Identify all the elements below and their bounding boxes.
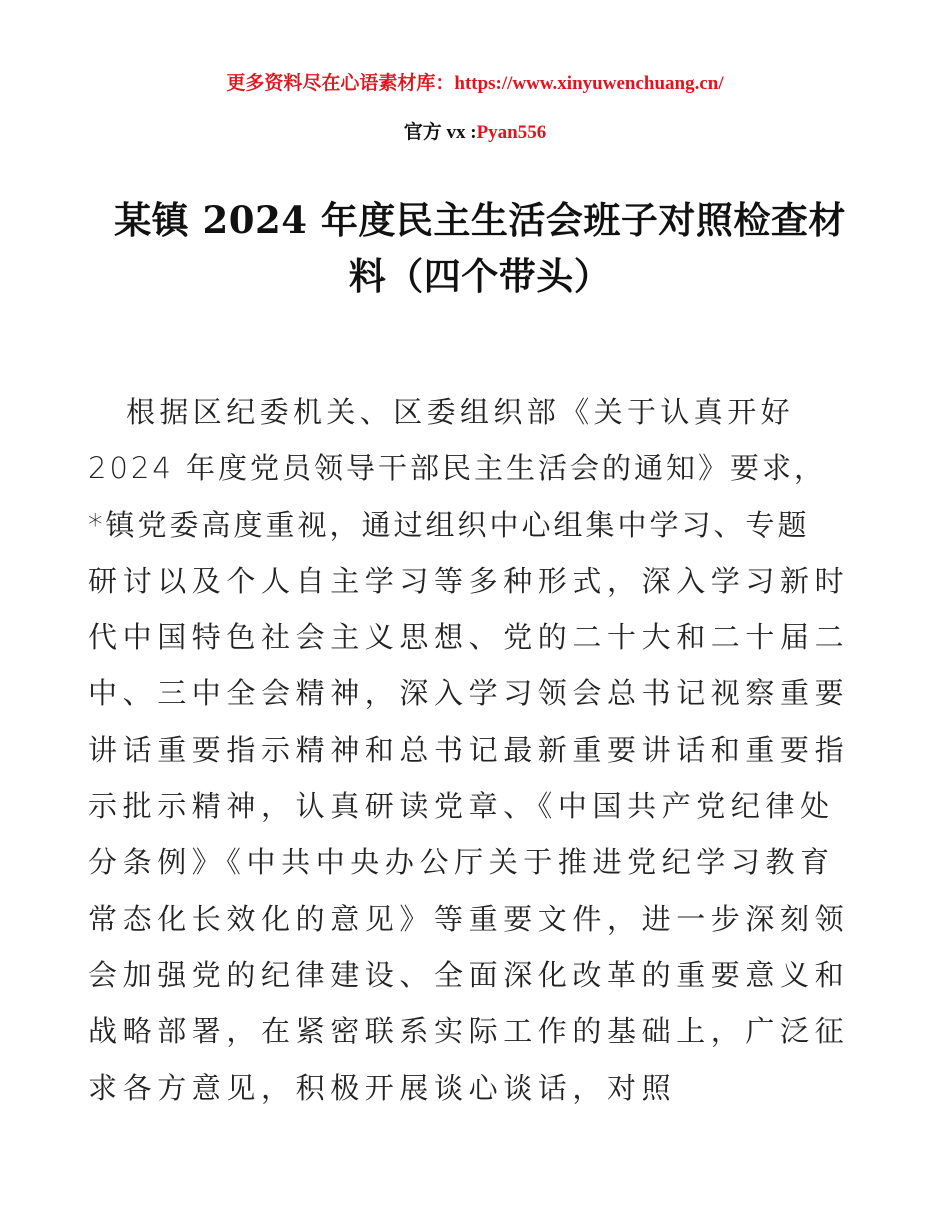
body-line: 战略部署，在紧密联系实际工作的基础上，广泛征	[88, 1014, 850, 1049]
body-paragraph	[88, 384, 863, 1116]
resource-banner: 更多资料尽在心语素材库：https://www.xinyuwenchuang.cn/	[226, 73, 724, 94]
wechat-label: 官方 vx :	[403, 122, 477, 143]
body-line: 研讨以及个人自主学习等多种形式，深入学习新时	[88, 563, 850, 598]
body-line: 会加强党的纪律建设、全面深化改革的重要意义和	[88, 957, 850, 992]
body-line: 代中国特色社会主义思想、党的二十大和二十届二	[88, 620, 850, 655]
title-line-2: 料（四个带头）	[348, 254, 612, 298]
body-line: 讲话重要指示精神和总书记最新重要讲话和重要指	[88, 732, 850, 767]
body-line: 中、三中全会精神，深入学习领会总书记视察重要	[88, 676, 850, 711]
body-line: 分条例》《中共中央办公厅关于推进党纪学习教育	[88, 845, 835, 880]
body-line: 求各方意见，积极开展谈心谈话，对照	[88, 1070, 677, 1105]
body-line: 常态化长效化的意见》等重要文件，进一步深刻领	[88, 901, 850, 936]
body-line: *镇党委高度重视，通过组织中心组集中学习、专题	[88, 507, 810, 542]
title-line-1: 某镇 2024 年度民主生活会班子对照检查材	[114, 198, 846, 242]
document-title	[95, 192, 865, 304]
body-line: 根据区纪委机关、区委组织部《关于认真开好	[126, 395, 795, 429]
wechat-contact	[0, 117, 950, 144]
body-line: 示批示精神，认真研读党章、《中国共产党纪律处	[88, 789, 835, 824]
wechat-id: Pyan556	[476, 122, 547, 143]
body-line: 2024 年度党员领导干部民主生活会的通知》要求，	[88, 451, 827, 486]
